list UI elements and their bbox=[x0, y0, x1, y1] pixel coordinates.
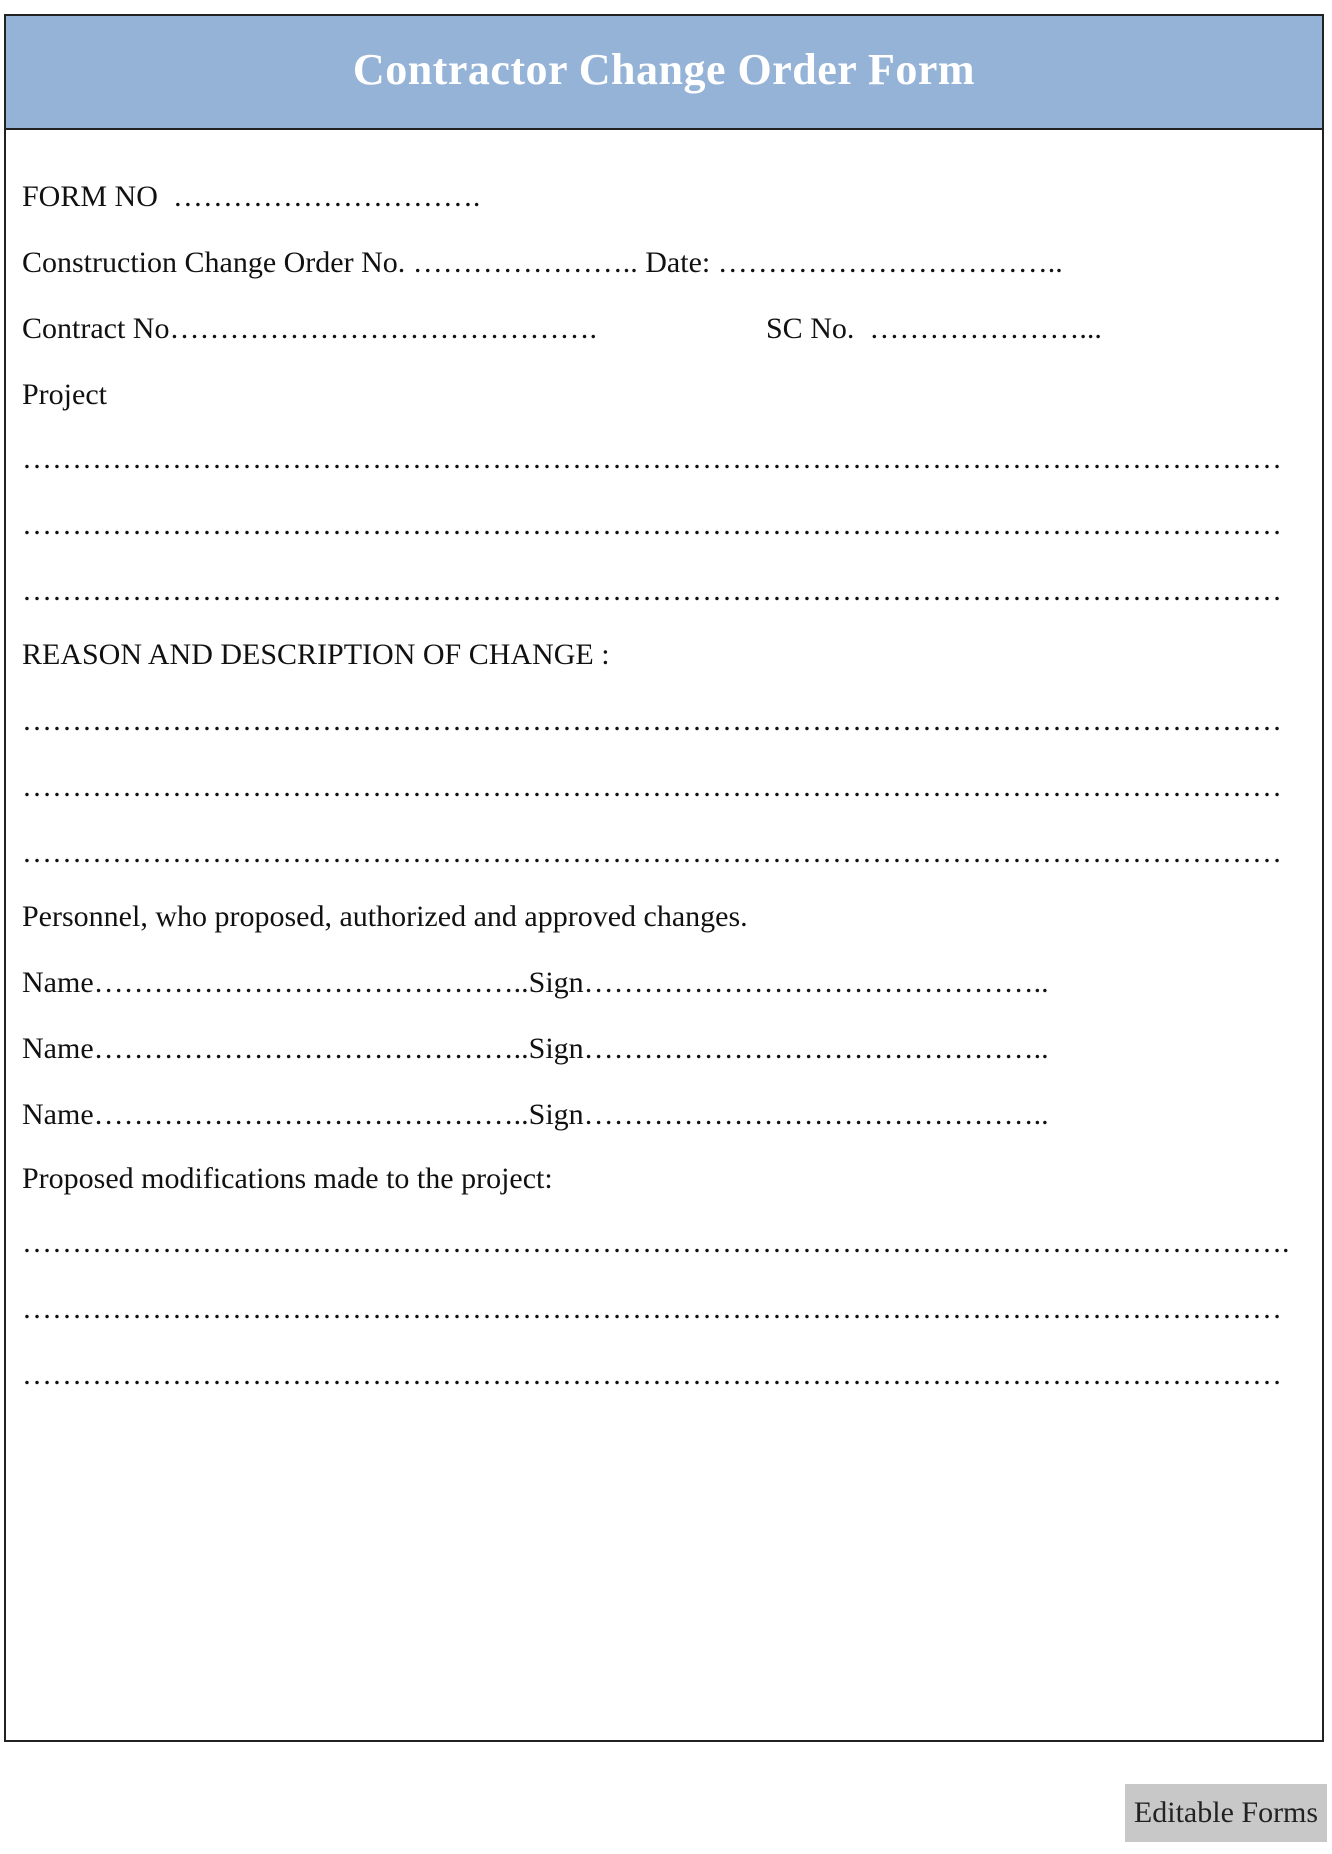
name-sign-row-3[interactable]: Name……………………………………..Sign……………………………………….. bbox=[22, 1098, 1049, 1131]
change-order-date-field[interactable]: Construction Change Order No. ………………….. Date: …………………………….. bbox=[22, 246, 1063, 279]
reason-line-1[interactable]: ……………………………………………………………………………………………………………… bbox=[22, 706, 1282, 736]
reason-label: REASON AND DESCRIPTION OF CHANGE : bbox=[22, 638, 610, 671]
name-sign-row-2[interactable]: Name……………………………………..Sign……………………………………….. bbox=[22, 1032, 1049, 1065]
project-line-2[interactable]: ……………………………………………………………………………………………………………… bbox=[22, 510, 1282, 540]
modifications-line-1[interactable]: ………………………………………………………………………………………………………………. bbox=[22, 1228, 1290, 1258]
form-title: Contractor Change Order Form bbox=[352, 44, 976, 94]
reason-line-2[interactable]: ……………………………………………………………………………………………………………… bbox=[22, 772, 1282, 802]
form-frame bbox=[4, 14, 1324, 1742]
name-sign-row-1[interactable]: Name……………………………………..Sign……………………………………….. bbox=[22, 966, 1049, 999]
form-no-field[interactable]: FORM NO …………………………. bbox=[22, 180, 481, 213]
project-line-1[interactable]: ……………………………………………………………………………………………………………… bbox=[22, 444, 1282, 474]
reason-line-3[interactable]: ……………………………………………………………………………………………………………… bbox=[22, 838, 1282, 868]
personnel-label: Personnel, who proposed, authorized and approved changes. bbox=[22, 900, 748, 933]
modifications-label: Proposed modifications made to the project: bbox=[22, 1162, 553, 1195]
project-label: Project bbox=[22, 378, 107, 411]
sc-no-field[interactable]: SC No. …………………... bbox=[766, 312, 1102, 345]
modifications-line-2[interactable]: ……………………………………………………………………………………………………………… bbox=[22, 1294, 1282, 1324]
modifications-line-3[interactable]: ……………………………………………………………………………………………………………… bbox=[22, 1360, 1282, 1390]
editable-forms-tag[interactable]: Editable Forms bbox=[1125, 1784, 1327, 1842]
project-line-3[interactable]: ……………………………………………………………………………………………………………… bbox=[22, 576, 1282, 606]
form-header bbox=[6, 16, 1322, 130]
contract-no-field[interactable]: Contract No……………………………………. bbox=[22, 312, 597, 345]
